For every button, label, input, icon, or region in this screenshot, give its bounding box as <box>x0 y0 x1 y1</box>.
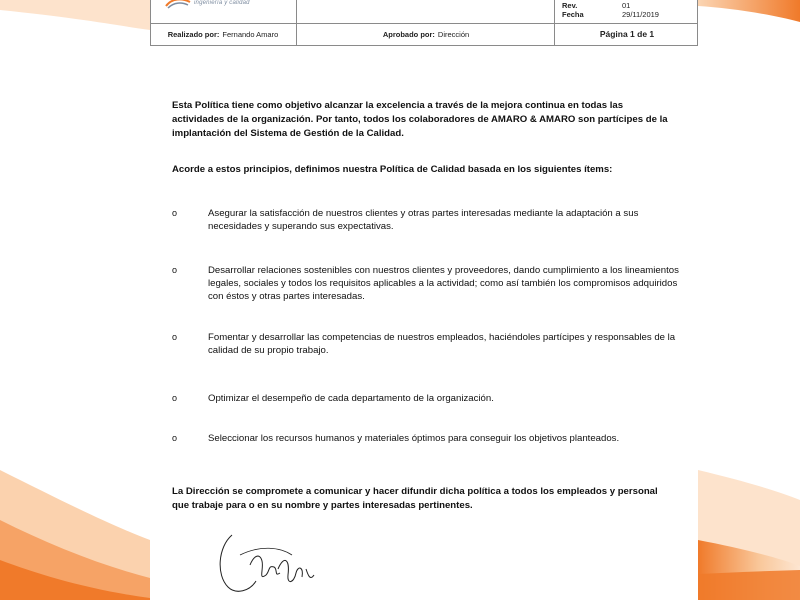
bullet-icon: o <box>172 208 178 218</box>
list-item-text: Fomentar y desarrollar las competencias de nuestros empleados, haciéndoles partícipes y responsables de la calidad de su propio trabajo. <box>208 332 676 356</box>
realizado-por-cell <box>150 23 296 45</box>
bullet-icon: o <box>172 433 178 443</box>
realizado-label: Realizado por: <box>167 29 220 39</box>
meta-labels <box>562 1 584 19</box>
realizado-value: Fernando Amaro <box>222 29 279 39</box>
intro-paragraph: Esta Política tiene como objetivo alcanzar la excelencia a través de la mejora continua en todas las actividades de la organización. Por tanto, todos los colaboradores de AMARO & AMARO son partícipes de la implantación del Sistema de Gestión de la Calidad. <box>172 100 668 139</box>
header-top-row <box>150 0 698 24</box>
aprobado-por-cell <box>296 23 555 45</box>
aprobado-value: Dirección <box>437 29 470 39</box>
rev-label: Rev. <box>562 1 578 10</box>
header-info-row <box>150 23 698 46</box>
aprobado-label: Aprobado por: <box>382 29 435 39</box>
list-item-text: Asegurar la satisfacción de nuestros clientes y otras partes interesadas mediante la adaptación a sus necesidades y superando sus expectativas. <box>208 208 639 232</box>
bullet-icon: o <box>172 332 178 342</box>
list-item-text: Optimizar el desempeño de cada departamento de la organización. <box>208 393 494 404</box>
fecha-value: 29/11/2019 <box>622 10 659 19</box>
bullet-icon: o <box>172 265 178 275</box>
list-item-text: Desarrollar relaciones sostenibles con nuestros clientes y proveedores, dando cumplimiento a los lineamientos legales, sociales y todos los requisitos aplicables a la actividad; como así también los compromisos adquiridos con éstos y otras partes interesadas. <box>208 265 679 302</box>
fecha-label: Fecha <box>562 10 584 19</box>
document-page <box>150 0 698 600</box>
bullet-icon: o <box>172 393 178 403</box>
signature <box>210 525 330 600</box>
logo-tagline: ingeniería y calidad <box>194 0 250 6</box>
header-divider <box>554 0 555 23</box>
meta-values <box>622 1 659 19</box>
header-divider <box>296 0 297 23</box>
list-item-text: Seleccionar los recursos humanos y materiales óptimos para conseguir los objetivos planteados. <box>208 433 620 444</box>
closing-paragraph: La Dirección se compromete a comunicar y hacer difundir dicha política a todos los empleados y personal que trabaje para o en su nombre y partes interesadas pertinentes. <box>172 486 658 511</box>
rev-value: 01 <box>622 1 631 10</box>
page-number: Página 1 de 1 <box>554 23 699 45</box>
principles-paragraph: Acorde a estos principios, definimos nuestra Política de Calidad basada en los siguientes ítems: <box>172 164 613 175</box>
company-logo-icon <box>164 0 192 10</box>
